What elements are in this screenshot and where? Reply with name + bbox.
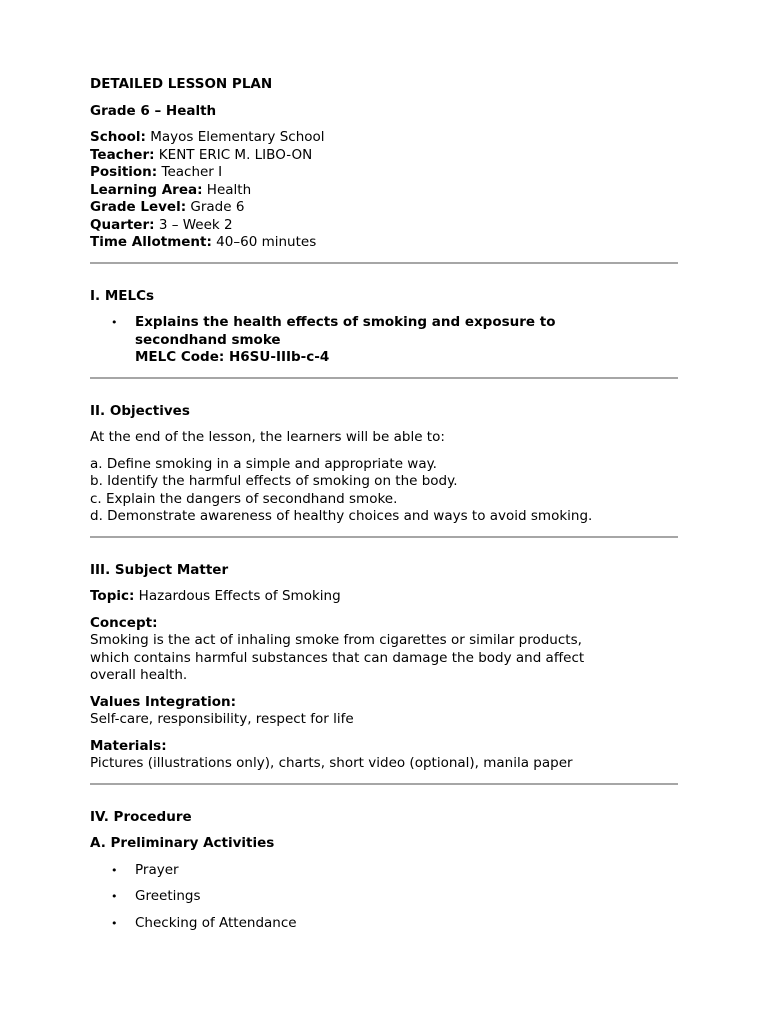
bullet-icon: • bbox=[111, 863, 118, 877]
concept-block bbox=[90, 615, 678, 685]
preliminary-activities-heading: A. Preliminary Activities bbox=[90, 835, 275, 851]
info-school bbox=[90, 129, 678, 147]
list-item bbox=[90, 915, 678, 933]
list-item bbox=[90, 862, 678, 880]
info-label: School: bbox=[90, 129, 146, 145]
info-quarter bbox=[90, 217, 678, 235]
lesson-plan-content bbox=[90, 76, 678, 941]
info-teacher bbox=[90, 147, 678, 165]
list-item: a. Define smoking in a simple and appropriate way. bbox=[90, 455, 437, 472]
info-label: Learning Area: bbox=[90, 181, 203, 198]
concept-label: Concept: bbox=[90, 614, 158, 631]
info-position bbox=[90, 164, 678, 182]
info-label: Time Allotment: bbox=[90, 234, 212, 250]
list-item: d. Demonstrate awareness of healthy choices and ways to avoid smoking. bbox=[90, 508, 593, 524]
values-label: Values Integration: bbox=[90, 693, 236, 710]
grade-subtitle: Grade 6 – Health bbox=[90, 102, 217, 119]
melc-text-line: Explains the health effects of smoking and exposure to bbox=[135, 314, 556, 330]
info-value: Grade 6 bbox=[186, 199, 245, 215]
section-divider bbox=[90, 262, 678, 264]
info-label: Teacher: bbox=[90, 146, 155, 163]
info-value: KENT ERIC M. LIBO-ON bbox=[154, 146, 313, 163]
info-block bbox=[90, 129, 678, 252]
info-time-allotment bbox=[90, 234, 678, 252]
info-value: 40–60 minutes bbox=[211, 234, 317, 250]
melc-code: MELC Code: H6SU-IIIb-c-4 bbox=[135, 349, 330, 365]
concept-text-line: overall health. bbox=[90, 667, 188, 683]
values-block bbox=[90, 694, 678, 729]
list-item: c. Explain the dangers of secondhand smoke. bbox=[90, 490, 398, 507]
info-label: Quarter: bbox=[90, 216, 155, 233]
values-text: Self-care, responsibility, respect for life bbox=[90, 711, 354, 727]
melcs-heading: I. MELCs bbox=[90, 287, 155, 304]
list-item: b. Identify the harmful effects of smoking on the body. bbox=[90, 473, 458, 489]
materials-label: Materials: bbox=[90, 737, 167, 754]
info-value: Mayos Elementary School bbox=[145, 129, 325, 145]
objectives-heading: II. Objectives bbox=[90, 402, 190, 419]
topic-value: Hazardous Effects of Smoking bbox=[134, 588, 341, 604]
section-divider bbox=[90, 783, 678, 785]
bullet-icon: • bbox=[111, 316, 118, 329]
objectives-list bbox=[90, 456, 678, 526]
bullet-icon: • bbox=[111, 890, 118, 903]
materials-text: Pictures (illustrations only), charts, short video (optional), manila paper bbox=[90, 755, 573, 771]
info-label: Grade Level: bbox=[90, 199, 187, 215]
info-grade-level bbox=[90, 199, 678, 217]
section-divider bbox=[90, 377, 678, 379]
info-learning-area bbox=[90, 182, 678, 200]
info-value: Health bbox=[202, 181, 252, 198]
topic-label: Topic: bbox=[90, 588, 135, 604]
activity-text: Prayer bbox=[135, 861, 179, 878]
section-divider bbox=[90, 536, 678, 538]
objectives-intro: At the end of the lesson, the learners will be able to: bbox=[90, 429, 445, 445]
topic-line bbox=[90, 588, 678, 606]
subject-matter-heading: III. Subject Matter bbox=[90, 561, 229, 578]
list-item bbox=[90, 314, 678, 367]
info-value: Teacher I bbox=[157, 164, 223, 180]
activity-text: Checking of Attendance bbox=[135, 914, 297, 931]
melc-text-line: secondhand smoke bbox=[135, 331, 281, 348]
preliminary-activities-list bbox=[90, 862, 678, 933]
bullet-icon: • bbox=[111, 916, 118, 930]
concept-text-line: Smoking is the act of inhaling smoke from cigarettes or similar products, bbox=[90, 632, 582, 648]
info-value: 3 – Week 2 bbox=[154, 216, 233, 233]
concept-text-line: which contains harmful substances that can damage the body and affect bbox=[90, 649, 585, 666]
procedure-heading: IV. Procedure bbox=[90, 808, 192, 825]
activity-text: Greetings bbox=[135, 888, 201, 904]
list-item bbox=[90, 888, 678, 906]
document-title: DETAILED LESSON PLAN bbox=[90, 76, 273, 92]
melcs-list bbox=[90, 314, 678, 367]
info-label: Position: bbox=[90, 164, 158, 180]
materials-block bbox=[90, 738, 678, 773]
